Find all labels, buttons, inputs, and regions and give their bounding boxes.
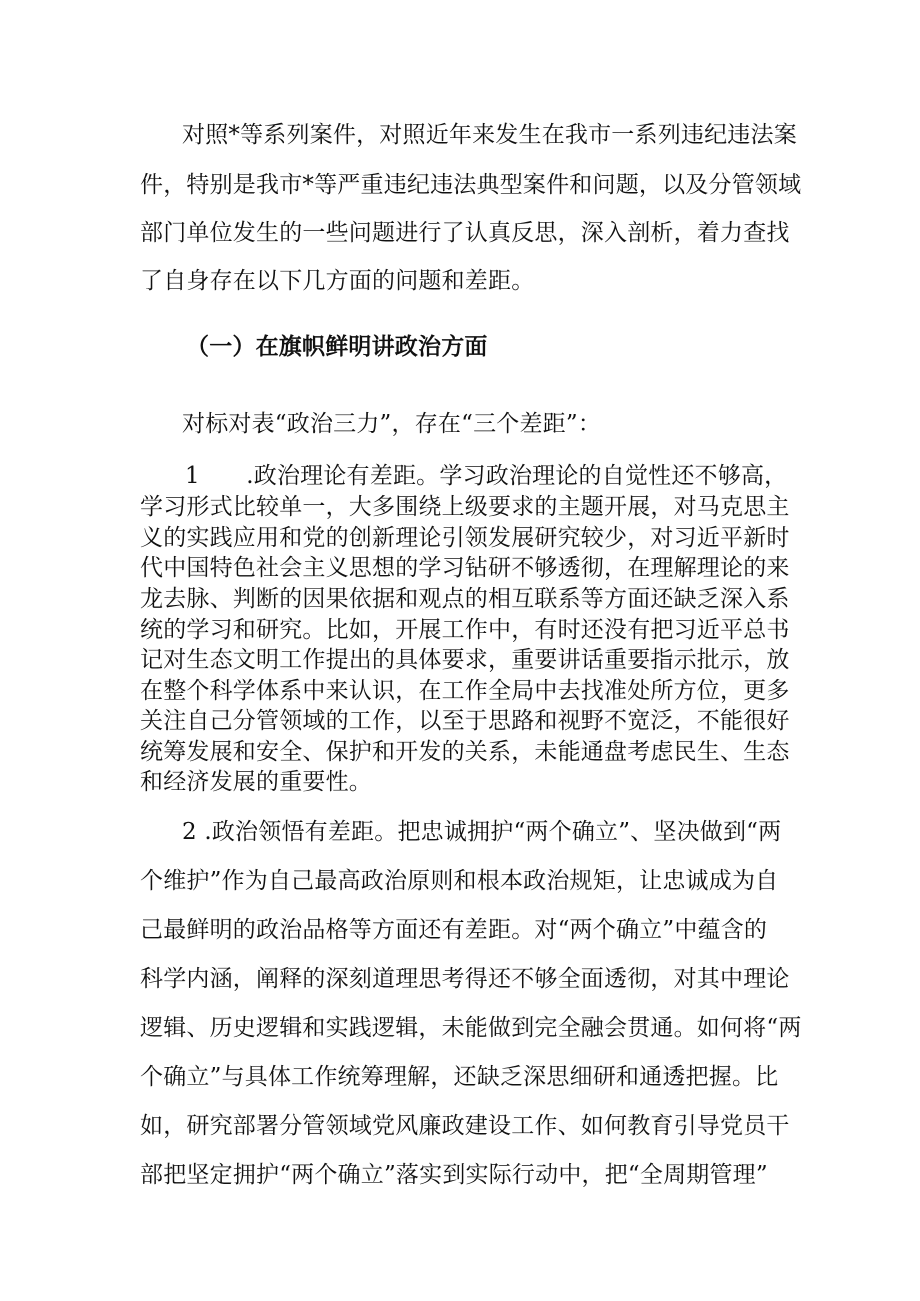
section-heading: （一）在旗帜鲜明讲政治方面 bbox=[186, 333, 488, 360]
item2-line-5: 逻辑、历史逻辑和实践逻辑，未能做到完全融会贯通。如何将“两 bbox=[140, 1015, 802, 1041]
item2-line-1: 2 .政治领悟有差距。把忠诚拥护“两个确立”、坚决做到“两 bbox=[182, 819, 782, 845]
item2-line-3: 己最鲜明的政治品格等方面还有差距。对“两个确立”中蕴含的 bbox=[140, 917, 768, 943]
intro-line-1: 对照*等系列案件，对照近年来发生在我市一系列违纪违法案 bbox=[182, 122, 797, 148]
item1-line-2: 学习形式比较单一，大多围绕上级要求的主题开展，对马克思主 bbox=[140, 494, 790, 520]
item1-line-9: 关注自己分管领域的工作，以至于思路和视野不宽泛，不能很好 bbox=[140, 708, 790, 734]
intro-line-2: 件，特别是我市*等严重违纪违法典型案件和问题，以及分管领域 bbox=[140, 172, 802, 198]
item2-line-4: 科学内涵，阐释的深刻道理思考得还不够全面透彻，对其中理论 bbox=[140, 966, 790, 992]
item2-line-8: 部把坚定拥护“两个确立”落实到实际行动中，把“全周期管理” bbox=[140, 1162, 768, 1188]
item1-line-8: 在整个科学体系中来认识，在工作全局中去找准处所方位，更多 bbox=[140, 678, 790, 704]
item1-line-11: 和经济发展的重要性。 bbox=[140, 769, 372, 795]
item2-line-7: 如，研究部署分管领域党风廉政建设工作、如何教育引导党员干 bbox=[140, 1113, 790, 1139]
item1-line-7: 记对生态文明工作提出的具体要求，重要讲话重要指示批示，放 bbox=[140, 647, 790, 673]
item1-line-5: 龙去脉、判断的因果依据和观点的相互联系等方面还缺乏深入系 bbox=[140, 586, 790, 612]
item1-line-1: 1 .政治理论有差距。学习政治理论的自觉性还不够高， bbox=[185, 463, 788, 489]
item1-line-10: 统筹发展和安全、保护和开发的关系，未能通盘考虑民生、生态 bbox=[140, 739, 790, 765]
intro-line-3: 部门单位发生的一些问题进行了认真反思，深入剖析，着力查找 bbox=[140, 220, 790, 246]
item1-line-3: 义的实践应用和党的创新理论引领发展研究较少，对习近平新时 bbox=[140, 525, 790, 551]
item1-line-4: 代中国特色社会主义思想的学习钻研不够透彻，在理解理论的来 bbox=[140, 555, 790, 581]
item1-line-6: 统的学习和研究。比如，开展工作中，有时还没有把习近平总书 bbox=[140, 617, 790, 643]
criteria-line: 对标对表“政治三力”，存在“三个差距”： bbox=[182, 411, 602, 437]
item2-line-2: 个维护”作为自己最高政治原则和根本政治规矩，让忠诚成为自 bbox=[140, 868, 779, 894]
item2-line-6: 个确立”与具体工作统筹理解，还缺乏深思细研和通透把握。比 bbox=[140, 1064, 779, 1090]
intro-line-4: 了自身存在以下几方面的问题和差距。 bbox=[140, 268, 535, 294]
